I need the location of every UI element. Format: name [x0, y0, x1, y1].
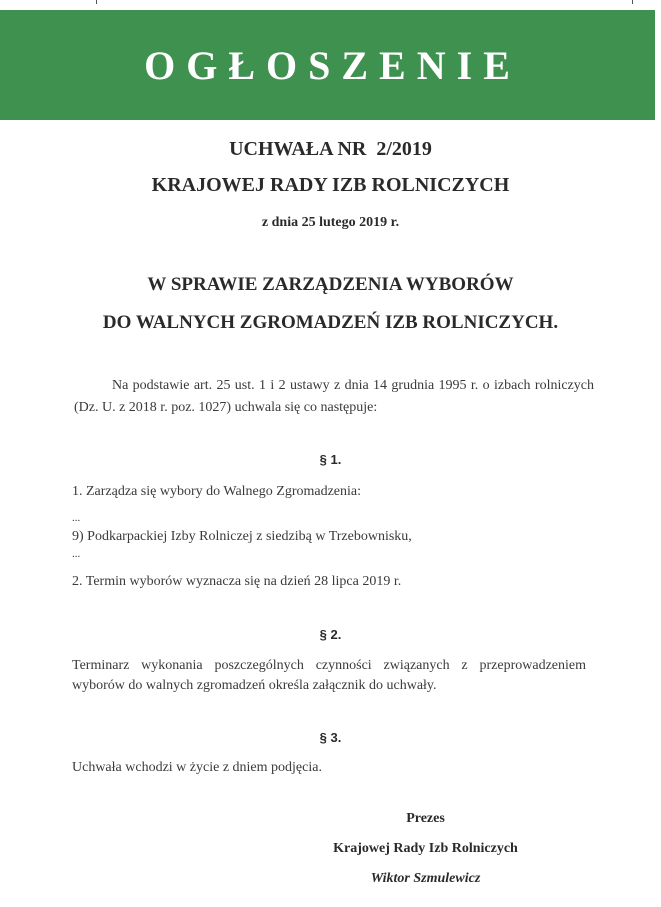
section-1-mark: § 1. — [319, 452, 342, 467]
section-2-text: Terminarz wykonania poszczególnych czynności związanych z przeprowadzeniem wyborów do walnych zgromadzeń określa załącznik do uchwały. — [72, 658, 586, 693]
subject-line-1: W SPRAWIE ZARZĄDZENIA WYBORÓW — [147, 274, 514, 295]
council-name: KRAJOWEJ RADY IZB ROLNICZYCH — [151, 174, 510, 196]
banner-title: OGŁOSZENIE — [144, 42, 521, 88]
section-1-item-2: 2. Termin wyborów wyznacza się na dzień 28 lipca 2019 r. — [72, 574, 402, 589]
section-3-text: Uchwała wchodzi w życie z dniem podjęcia. — [72, 760, 322, 775]
ellipsis: ... — [72, 512, 81, 524]
resolution-date: z dnia 25 lutego 2019 r. — [261, 215, 400, 230]
scan-mark — [96, 0, 97, 4]
resolution-number: UCHWAŁA NR 2/2019 — [229, 138, 432, 160]
announcement-banner — [0, 10, 655, 120]
signature-name: Wiktor Szmulewicz — [370, 871, 481, 886]
section-3-mark: § 3. — [319, 730, 342, 745]
scan-mark — [632, 0, 633, 4]
intro-paragraph: Na podstawie art. 25 ust. 1 i 2 ustawy z dnia 14 grudnia 1995 r. o izbach rolniczych (Dz. U. z 2018 r. poz. 1027) uchwala się co następuje: — [74, 378, 594, 415]
subject-line-2: DO WALNYCH ZGROMADZEŃ IZB ROLNICZYCH. — [102, 312, 559, 333]
signature-organization: Krajowej Rady Izb Rolniczych — [333, 841, 518, 856]
section-1-item-9: 9) Podkarpackiej Izby Rolniczej z siedzibą w Trzebownisku, — [72, 529, 412, 544]
section-1-item-1: 1. Zarządza się wybory do Walnego Zgromadzenia: — [72, 484, 362, 499]
signature-role: Prezes — [406, 811, 445, 826]
ellipsis: ... — [72, 548, 81, 560]
section-2-mark: § 2. — [319, 627, 342, 642]
